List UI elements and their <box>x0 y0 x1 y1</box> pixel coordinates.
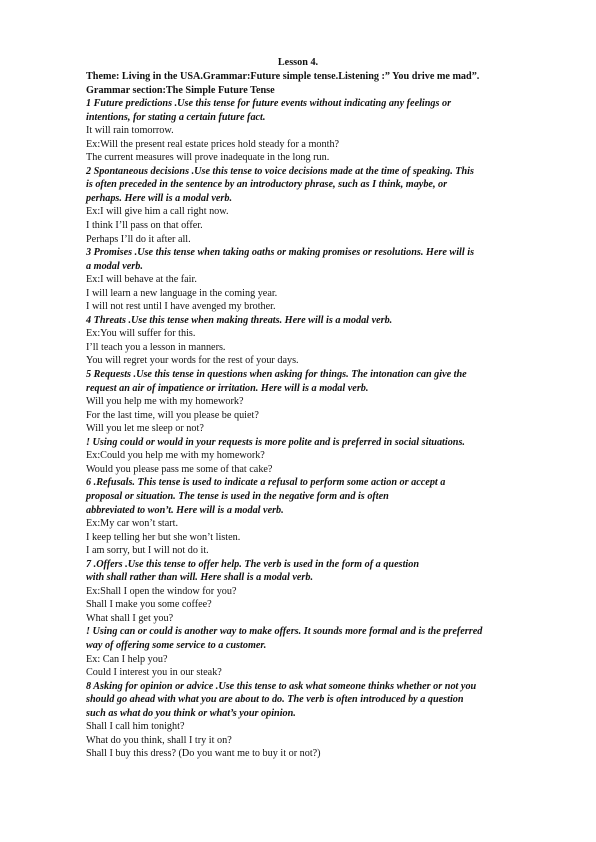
usage-note: ! Using could or would in your requests is more polite and is preferred in social situations. <box>86 436 465 448</box>
example-sentence: Perhaps I’ll do it after all. <box>86 233 191 245</box>
example-sentence: Shall I buy this dress? (Do you want me to buy it or not?) <box>86 748 321 760</box>
document-body <box>86 70 556 761</box>
example-sentence: For the last time, will you please be quiet? <box>86 409 259 421</box>
example-sentence: The current measures will prove inadequate in the long run. <box>86 152 330 164</box>
section-heading: abbreviated to won’t. Here will is a modal verb. <box>86 504 284 516</box>
header-line: Theme: Living in the USA.Grammar:Future simple tense.Listening :” You drive me mad”. <box>86 71 480 82</box>
example-sentence: I keep telling her but she won’t listen. <box>86 531 241 543</box>
lesson-title: Lesson 4. <box>277 57 319 68</box>
example-sentence: Ex:Could you help me with my homework? <box>86 450 265 462</box>
example-sentence: What shall I get you? <box>86 612 174 624</box>
section-heading: request an air of impatience or irritation. Here will is a modal verb. <box>86 382 369 394</box>
section-heading: 4 Threats .Use this tense when making threats. Here will is a modal verb. <box>86 314 393 326</box>
example-sentence: Shall I call him tonight? <box>86 721 185 733</box>
example-sentence: Ex:You will suffer for this. <box>86 328 196 340</box>
example-sentence: Ex:I will give him a call right now. <box>86 206 229 218</box>
example-sentence: Shall I make you some coffee? <box>86 599 212 611</box>
section-heading: 5 Requests .Use this tense in questions when asking for things. The intonation can give the <box>86 369 467 381</box>
section-heading: is often preceded in the sentence by an introductory phrase, such as I think, maybe, or <box>86 179 448 191</box>
example-sentence: Would you please pass me some of that cake? <box>86 463 273 475</box>
example-sentence: Ex:My car won’t start. <box>86 518 179 530</box>
example-sentence: I think I’ll pass on that offer. <box>86 220 203 232</box>
usage-note: way of offering some service to a customer. <box>86 639 267 651</box>
usage-note: ! Using can or could is another way to make offers. It sounds more formal and is the preferred <box>86 626 483 638</box>
section-heading: proposal or situation. The tense is used in the negative form and is often <box>86 490 389 502</box>
section-heading: 8 Asking for opinion or advice .Use this tense to ask what someone thinks whether or not you <box>86 680 477 692</box>
section-heading: intentions, for stating a certain future fact. <box>86 111 266 123</box>
header-line: Grammar section:The Simple Future Tense <box>86 84 275 96</box>
example-sentence: Ex:Will the present real estate prices hold steady for a month? <box>86 138 340 150</box>
example-sentence: Will you let me sleep or not? <box>86 423 204 435</box>
example-sentence: Will you help me with my homework? <box>86 396 244 408</box>
example-sentence: Could I interest you in our steak? <box>86 667 222 679</box>
section-heading: such as what do you think or what’s your opinion. <box>86 707 296 719</box>
example-sentence: You will regret your words for the rest of your days. <box>86 355 299 367</box>
section-heading: 3 Promises .Use this tense when taking oaths or making promises or resolutions. Here will is <box>86 247 475 259</box>
example-sentence: Ex:Shall I open the window for you? <box>86 585 237 597</box>
section-heading: 2 Spontaneous decisions .Use this tense to voice decisions made at the time of speaking. This <box>86 165 474 177</box>
example-sentence: Ex:I will behave at the fair. <box>86 274 197 286</box>
example-sentence: What do you think, shall I try it on? <box>86 734 232 746</box>
section-heading: a modal verb. <box>86 260 143 272</box>
section-heading: 7 .Offers .Use this tense to offer help. The verb is used in the form of a question <box>86 558 419 570</box>
example-sentence: It will rain tomorrow. <box>86 125 174 137</box>
section-heading: 6 .Refusals. This tense is used to indicate a refusal to perform some action or accept a <box>86 477 446 489</box>
example-sentence: I am sorry, but I will not do it. <box>86 545 209 557</box>
section-heading: should go ahead with what you are about to do. The verb is often introduced by a question <box>86 694 464 706</box>
section-heading: perhaps. Here will is a modal verb. <box>86 192 233 204</box>
section-heading: with shall rather than will. Here shall is a modal verb. <box>86 572 313 584</box>
section-heading: 1 Future predictions .Use this tense for future events without indicating any feelings or <box>86 98 452 110</box>
example-sentence: I’ll teach you a lesson in manners. <box>86 341 226 353</box>
example-sentence: I will learn a new language in the coming year. <box>86 287 278 299</box>
example-sentence: I will not rest until I have avenged my brother. <box>86 301 276 313</box>
example-sentence: Ex: Can I help you? <box>86 653 168 665</box>
